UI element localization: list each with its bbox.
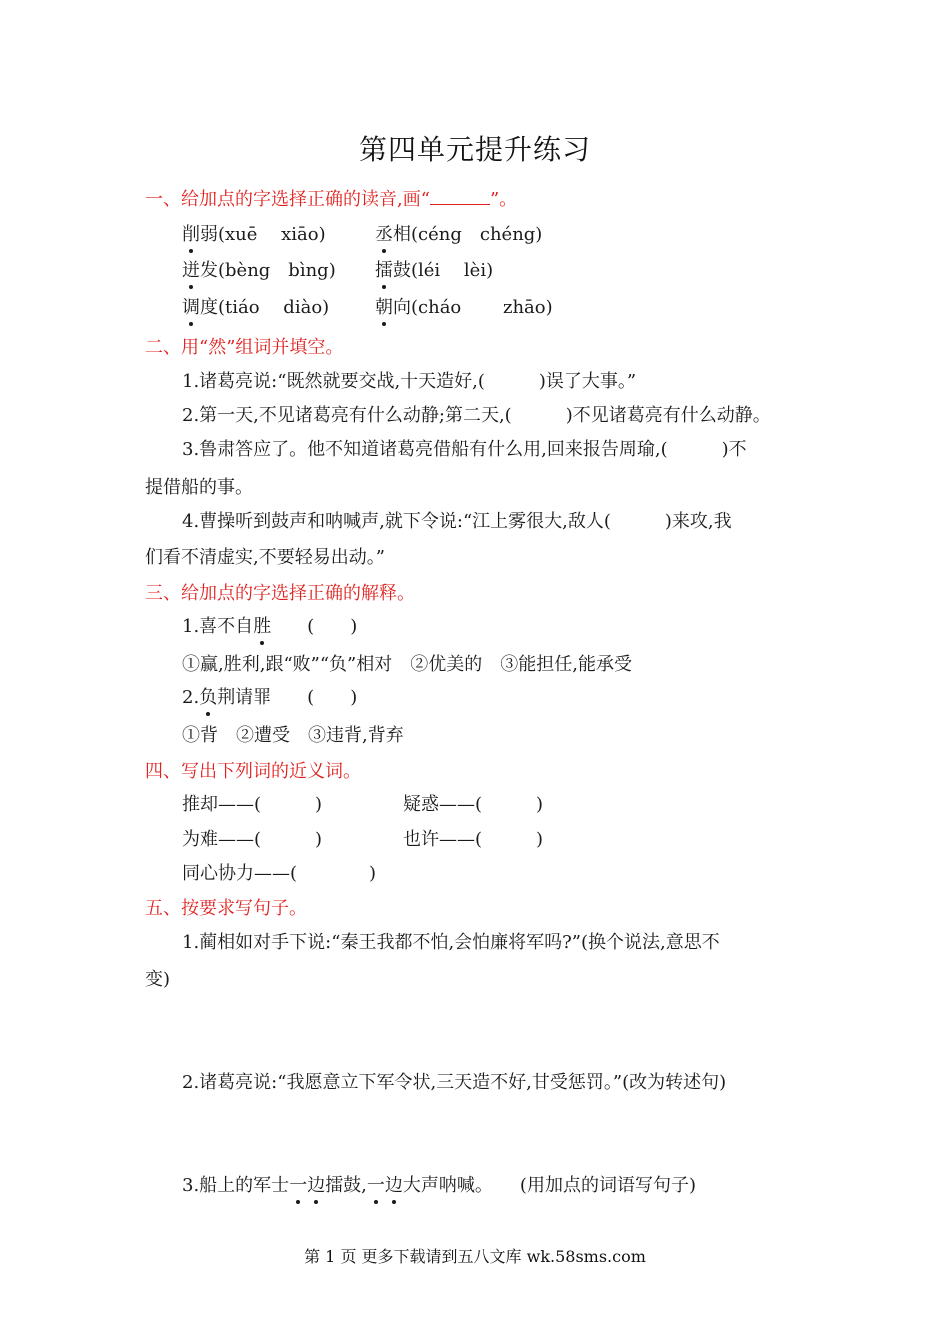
question-text: 擂鼓, <box>325 1175 367 1196</box>
meaning-question-2 <box>182 686 357 710</box>
sentence-question-1: 1.蔺相如对手下说:“秦王我都不怕,会怕廉将军吗?”(换个说法,意思不 <box>182 932 720 953</box>
synonym-item-1: 推却——( ) <box>182 794 323 815</box>
fill-question-4: 4.曹操听到鼓声和呐喊声,就下令说:“江上雾很大,敌人( )来攻,我 <box>182 511 732 532</box>
sentence-question-3 <box>182 1174 696 1198</box>
question-text: 3.船上的军士 <box>182 1175 290 1196</box>
question-text: 1.喜不自 <box>182 616 254 637</box>
meaning-options-1: ①赢,胜利,跟“败”“负”相对 ②优美的 ③能担任,能承受 <box>182 654 632 675</box>
meaning-question-1 <box>182 615 357 639</box>
section-5-heading: 五、按要求写句子。 <box>145 898 307 919</box>
synonym-item-3: 为难——( ) <box>182 829 323 850</box>
pinyin-item-1 <box>182 223 326 247</box>
meaning-options-2: ①背 ②遭受 ③违背,背弃 <box>182 725 404 746</box>
synonym-item-4: 也许——( ) <box>403 829 544 850</box>
fill-question-1: 1.诸葛亮说:“既然就要交战,十天造好,( )误了大事。” <box>182 371 637 392</box>
section-4-heading: 四、写出下列词的近义词。 <box>145 761 361 782</box>
dotted-char: 迸 <box>182 260 200 281</box>
dotted-char: 负 <box>199 687 218 708</box>
dotted-char: 边 <box>384 1175 403 1196</box>
answer-paren: ( ) <box>271 616 358 637</box>
dotted-char: 削 <box>182 224 200 245</box>
sentence-question-1-cont: 变) <box>145 969 171 990</box>
question-text: 2. <box>182 687 200 708</box>
pinyin-options: 发(bèng bìng) <box>200 260 336 281</box>
question-text: 大声呐喊。 (用加点的词语写句子) <box>402 1175 696 1196</box>
pinyin-item-5 <box>182 296 329 320</box>
fill-question-3: 3.鲁肃答应了。他不知道诸葛亮借船有什么用,回来报告周瑜,( )不 <box>182 439 747 460</box>
fill-question-3-cont: 提借船的事。 <box>145 477 253 498</box>
dotted-char: 边 <box>307 1175 326 1196</box>
pinyin-item-4 <box>375 259 493 283</box>
dotted-char: 一 <box>366 1175 385 1196</box>
page-title: 第四单元提升练习 <box>358 133 591 166</box>
answer-underline-sample <box>430 188 490 205</box>
section-2-heading: 二、用“然”组词并填空。 <box>145 337 344 358</box>
section-1-heading-text: 一、给加点的字选择正确的读音,画“ <box>145 189 430 210</box>
sentence-question-2: 2.诸葛亮说:“我愿意立下军令状,三天造不好,甘受惩罚。”(改为转述句) <box>182 1072 727 1093</box>
pinyin-options: 弱(xuē xiāo) <box>200 224 326 245</box>
section-1-heading <box>145 188 517 212</box>
dotted-char: 擂 <box>375 260 393 281</box>
dotted-char: 丞 <box>375 224 393 245</box>
pinyin-options: 相(céng chéng) <box>393 224 543 245</box>
section-1-heading-end: ”。 <box>489 189 518 210</box>
dotted-char: 朝 <box>375 297 393 318</box>
answer-paren: 荆请罪 ( ) <box>217 687 358 708</box>
fill-question-2: 2.第一天,不见诸葛亮有什么动静;第二天,( )不见诸葛亮有什么动静。 <box>182 405 771 426</box>
fill-question-4-cont: 们看不清虚实,不要轻易出动。” <box>145 547 385 568</box>
dotted-char: 一 <box>289 1175 308 1196</box>
page-footer: 第 1 页 更多下载请到五八文库 wk.58sms.com <box>304 1247 646 1266</box>
synonym-item-2: 疑惑——( ) <box>403 794 544 815</box>
dotted-char: 胜 <box>253 616 272 637</box>
pinyin-options: 鼓(léi lèi) <box>393 260 494 281</box>
section-3-heading: 三、给加点的字选择正确的解释。 <box>145 583 415 604</box>
synonym-item-5: 同心协力——( ) <box>182 863 377 884</box>
dotted-char: 调 <box>182 297 200 318</box>
pinyin-item-3 <box>182 259 336 283</box>
pinyin-item-2 <box>375 223 542 247</box>
pinyin-options: 度(tiáo diào) <box>200 297 330 318</box>
pinyin-options: 向(cháo zhāo) <box>393 297 553 318</box>
pinyin-item-6 <box>375 296 553 320</box>
